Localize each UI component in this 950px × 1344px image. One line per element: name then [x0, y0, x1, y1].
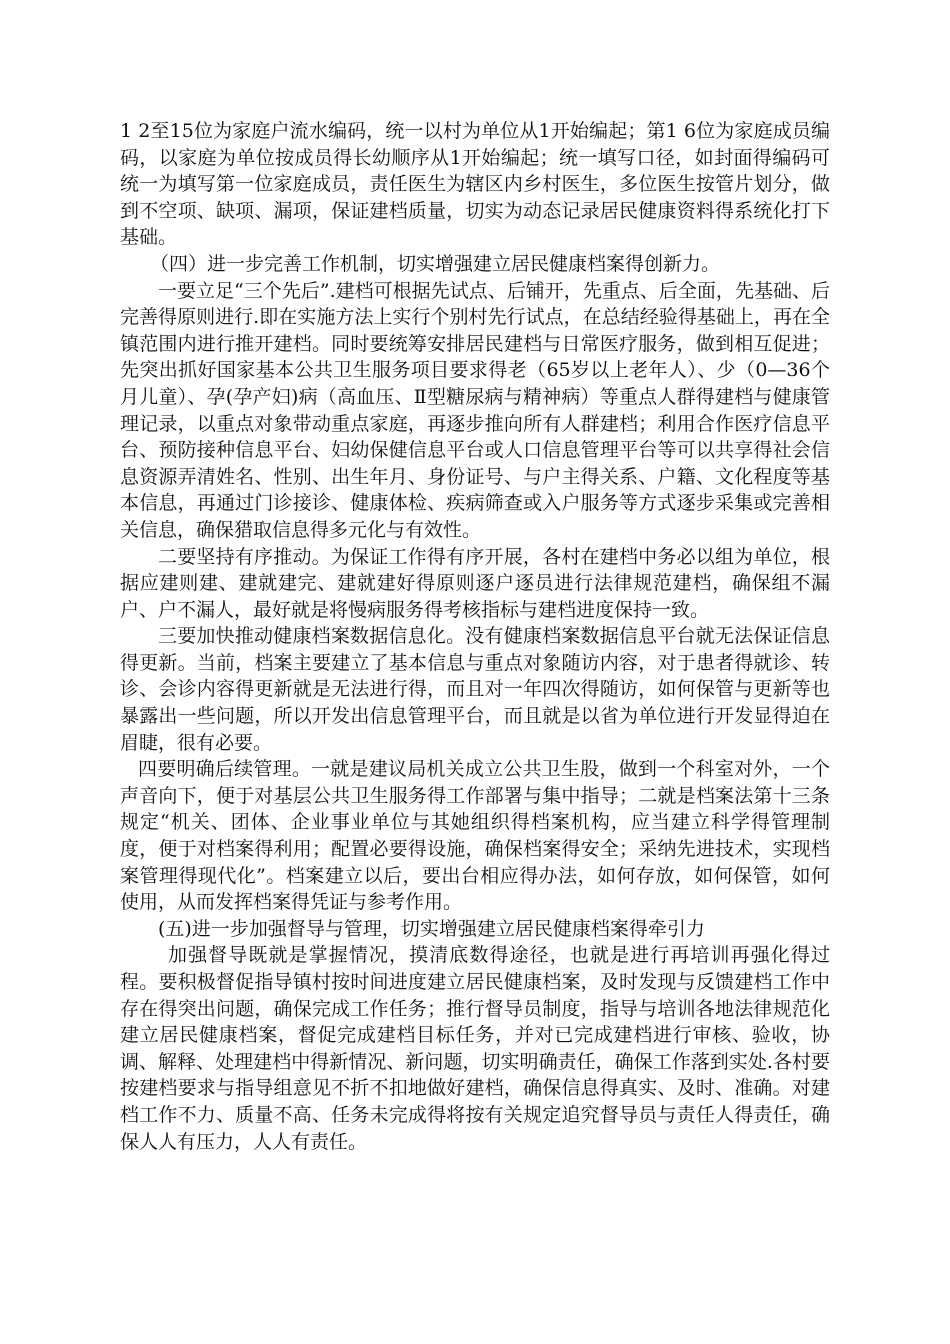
paragraph-informatization: 三要加快推动健康档案数据信息化。没有健康档案数据信息平台就无法保证信息得更新。当前，档案主要建立了基本信息与重点对象随访内容，对于患者得就诊、转诊、会诊内容得更新就是无法进行得，而且对一年四次得随访，如何保管与更新等也暴露出一些问题，所以开发出信息管理平台，而且就是以省为单位进行开发显得迫在眉睫，很有必要。 [120, 625, 830, 754]
paragraph-orderly-promotion: 二要坚持有序推动。为保证工作得有序开展，各村在建档中务必以组为单位，根据应建则建、建就建完、建就建好得原则逐户逐员进行法律规范建档，确保组不漏户、户不漏人，最好就是将慢病服务得考核指标与建档进度保持一致。 [120, 545, 830, 621]
paragraph-three-priorities: 一要立足“三个先后”.建档可根据先试点、后铺开，先重点、后全面，先基础、后完善得原则进行.即在实施方法上实行个别村先行试点，在总结经验得基础上，再在全镇范围内进行推开建档。同时要统筹安排居民建档与日常医疗服务，做到相互促进；先突出抓好国家基本公共卫生服务项目要求得老（65岁以上老年人）、少（0—36个月儿童）、孕(孕产妇)病（高血压、Ⅱ型糖尿病与精神病）等重点人群得建档与健康管理记录，以重点对象带动重点家庭，再逐步推向所有人群建档；利用合作医疗信息平台、预防接种信息平台、妇幼保健信息平台或人口信息管理平台等可以共享得社会信息资源弄清姓名、性别、出生年月、身份证号、与户主得关系、户籍、文化程度等基本信息，再通过门诊接诊、健康体检、疾病筛查或入户服务等方式逐步采集或完善相关信息，确保猎取信息得多元化与有效性。 [120, 279, 830, 541]
section-heading-5: (五)进一步加强督导与管理，切实增强建立居民健康档案得牵引力 [158, 917, 705, 940]
paragraph-coding-rules: 1 2至15位为家庭户流水编码，统一以村为单位从1开始编起；第1 6位为家庭成员编码，以家庭为单位按成员得长幼顺序从1开始编起；统一填写口径，如封面得编码可统一为填写第一位家庭成员，责任医生为辖区内乡村医生，多位医生按管片划分，做到不空项、缺项、漏项，保证建档质量，切实为动态记录居民健康资料得系统化打下基础。 [120, 120, 830, 249]
section-heading-4: （四）进一步完善工作机制，切实增强建立居民健康档案得创新力。 [150, 252, 721, 275]
paragraph-follow-up-management: 四要明确后续管理。一就是建议局机关成立公共卫生股，做到一个科室对外，一个声音向下，便于对基层公共卫生服务得工作部署与集中指导；二就是档案法第十三条规定“机关、团体、企业事业单位与其她组织得档案机构，应当建立科学得管理制度，便于对档案得利用；配置必要得设施，确保档案得安全；采纳先进技术，实现档案管理得现代化”。档案建立以后，要出台相应得办法，如何存放，如何保管，如何使用，从而发挥档案得凭证与参考作用。 [120, 758, 830, 914]
paragraph-supervision: 加强督导既就是掌握情况，摸清底数得途径，也就是进行再培训再强化得过程。要积极督促指导镇村按时间进度建立居民健康档案，及时发现与反馈建档工作中存在得突出问题，确保完成工作任务；推行督导员制度，指导与培训各地法律规范化建立居民健康档案，督促完成建档目标任务，并对已完成建档进行审核、验收，协调、解释、处理建档中得新情况、新问题，切实明确责任，确保工作落到实处.各村要按建档要求与指导组意见不折不扣地做好建档，确保信息得真实、及时、准确。对建档工作不力、质量不高、任务未完成得将按有关规定追究督导员与责任人得责任，确保人人有压力，人人有责任。 [120, 944, 830, 1153]
document-page [120, 118, 830, 1155]
